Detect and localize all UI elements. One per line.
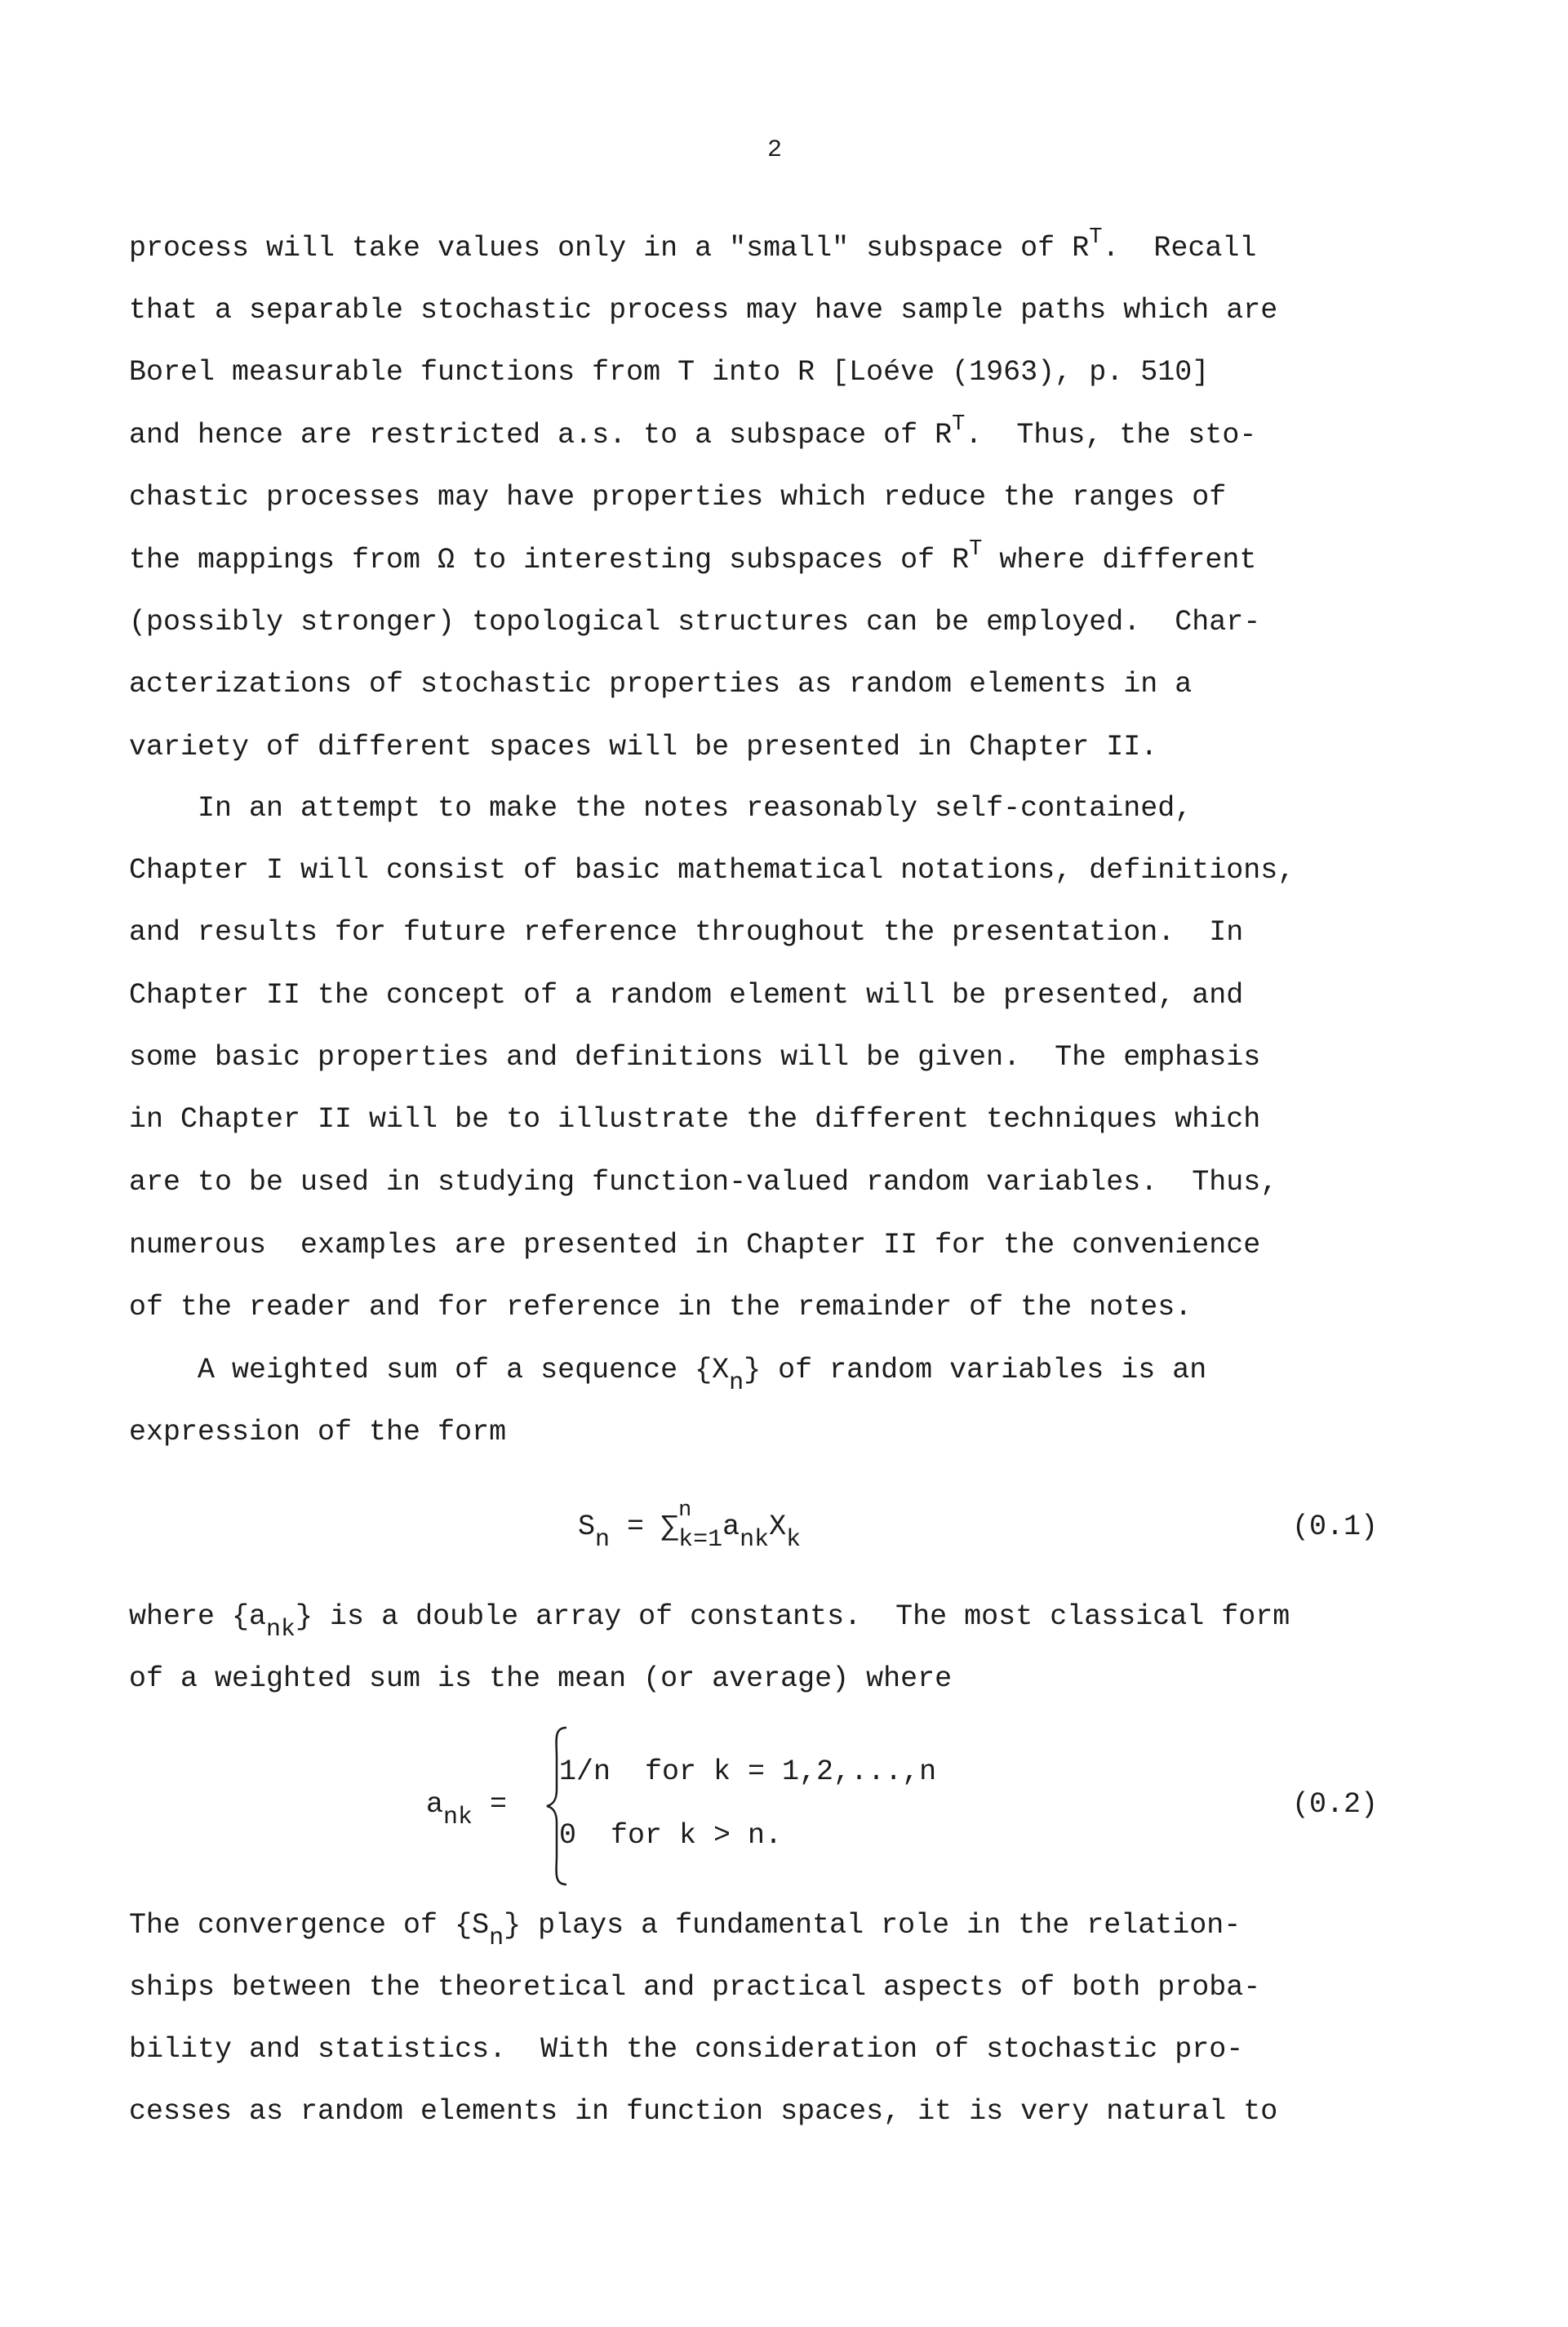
subscript: n xyxy=(489,1924,504,1952)
text-segment: Borel measurable functions from T into R [Loéve (1963), p. 510] xyxy=(129,356,1210,389)
text-segment: acterizations of stochastic properties as random elements in a xyxy=(129,668,1193,701)
text-segment: cesses as random elements in function spaces, it is very natural to xyxy=(129,2095,1278,2128)
text-line xyxy=(129,977,1243,1013)
text-line xyxy=(129,1599,1290,1644)
text-line xyxy=(129,1227,1260,1263)
equation-0-2-lhs: ank = xyxy=(426,1788,508,1831)
text-segment: chastic processes may have properties which reduce the ranges of xyxy=(129,481,1227,514)
superscript: T xyxy=(1089,225,1103,250)
text-segment: } is a double array of constants. The most classical form xyxy=(295,1600,1290,1633)
text-line xyxy=(129,1101,1260,1137)
text-segment: A weighted sum of a sequence {X xyxy=(129,1354,730,1386)
text-line xyxy=(129,1039,1260,1075)
subscript: nk xyxy=(266,1616,296,1644)
superscript: T xyxy=(952,412,966,437)
text-line xyxy=(129,604,1260,640)
text-line xyxy=(129,666,1192,702)
text-line xyxy=(129,1661,952,1697)
text-line xyxy=(129,852,1295,888)
text-segment: In an attempt to make the notes reasonably self-contained, xyxy=(129,792,1193,825)
equation-0-2-case-2: 0 for k > n. xyxy=(559,1819,783,1852)
text-line xyxy=(129,1164,1277,1200)
equation-number-0-1: (0.1) xyxy=(1292,1511,1379,1543)
text-segment: numerous examples are presented in Chapter II for the convenience xyxy=(129,1229,1261,1261)
text-line xyxy=(129,2093,1277,2129)
text-line xyxy=(129,2031,1243,2067)
text-segment: } plays a fundamental role in the relation- xyxy=(504,1909,1242,1942)
text-line xyxy=(129,1907,1242,1952)
text-line xyxy=(129,1969,1260,2005)
text-segment: } of random variables is an xyxy=(744,1354,1207,1386)
equation-0-1: Sn = ∑ n k=1ankXk xyxy=(578,1498,802,1554)
text-line xyxy=(129,1352,1207,1397)
text-segment: of the reader and for reference in the remainder of the notes. xyxy=(129,1291,1193,1324)
superscript: T xyxy=(969,537,983,562)
text-segment: . Thus, the sto- xyxy=(965,419,1257,452)
text-segment: in Chapter II will be to illustrate the different techniques which xyxy=(129,1103,1261,1136)
text-segment: that a separable stochastic process may have sample paths which are xyxy=(129,294,1278,327)
text-segment: The convergence of {S xyxy=(129,1909,490,1942)
text-line xyxy=(129,412,1257,456)
text-line xyxy=(129,790,1192,826)
left-brace xyxy=(545,1724,570,1888)
text-segment: the mappings from Ω to interesting subspaces of R xyxy=(129,544,970,576)
text-segment: where {a xyxy=(129,1600,267,1633)
text-line xyxy=(129,1414,506,1450)
text-line xyxy=(129,729,1157,765)
text-line xyxy=(129,914,1243,950)
text-segment: ships between the theoretical and practical aspects of both proba- xyxy=(129,1971,1261,2004)
text-segment: and hence are restricted a.s. to a subspace of R xyxy=(129,419,953,452)
text-segment: Chapter II the concept of a random element will be presented, and xyxy=(129,979,1244,1012)
text-segment: . Recall xyxy=(1102,232,1257,265)
text-segment: Chapter I will consist of basic mathematical notations, definitions, xyxy=(129,854,1295,887)
text-line xyxy=(129,292,1277,328)
text-line xyxy=(129,537,1257,581)
equation-0-2-case-1: 1/n for k = 1,2,...,n xyxy=(559,1755,937,1788)
text-line xyxy=(129,479,1226,515)
text-segment: and results for future reference throughout the presentation. In xyxy=(129,916,1244,949)
text-segment: where different xyxy=(982,544,1257,576)
text-segment: expression of the form xyxy=(129,1416,507,1448)
page-number: 2 xyxy=(767,136,783,164)
subscript: n xyxy=(729,1369,744,1397)
text-segment: are to be used in studying function-valued random variables. Thus, xyxy=(129,1166,1278,1199)
text-segment: variety of different spaces will be presented in Chapter II. xyxy=(129,731,1158,763)
text-segment: process will take values only in a "small" subspace of R xyxy=(129,232,1090,265)
text-line xyxy=(129,354,1209,390)
equation-number-0-2: (0.2) xyxy=(1292,1788,1379,1821)
text-segment: of a weighted sum is the mean (or average) where xyxy=(129,1662,953,1695)
text-segment: (possibly stronger) topological structures can be employed. Char- xyxy=(129,606,1261,638)
text-line xyxy=(129,225,1257,269)
text-segment: bility and statistics. With the consideration of stochastic pro- xyxy=(129,2033,1244,2066)
text-line xyxy=(129,1289,1192,1325)
text-segment: some basic properties and definitions will be given. The emphasis xyxy=(129,1041,1261,1074)
